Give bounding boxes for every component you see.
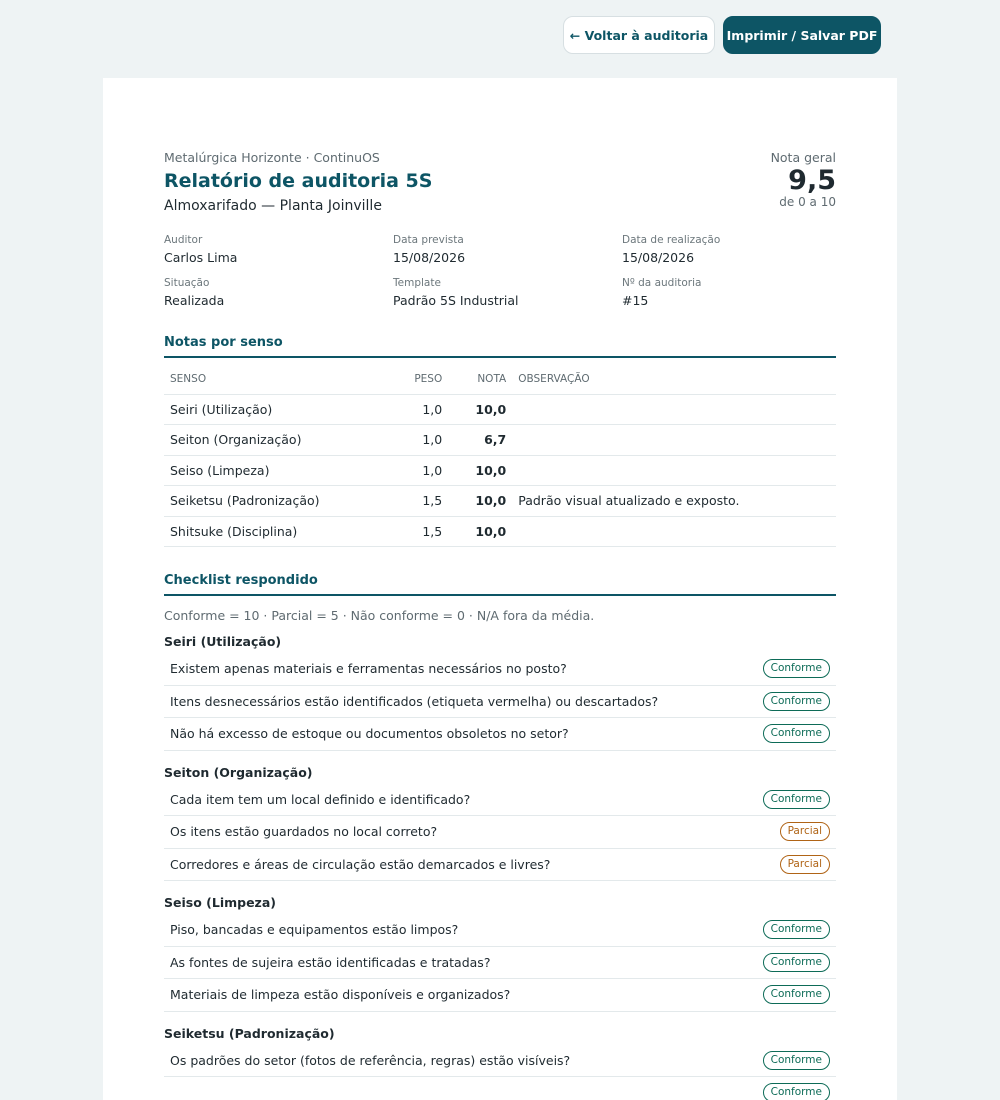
checklist-group-seiri xyxy=(164,631,836,751)
senso-cell: Seiton (Organização) xyxy=(164,425,388,456)
table-row xyxy=(164,516,836,547)
senso-cell: Seiso (Limpeza) xyxy=(164,455,388,486)
scores-section-title: Notas por senso xyxy=(164,335,836,358)
checklist-legend: Conforme = 10 · Parcial = 5 · Não conforme = 0 · N/A fora da média. xyxy=(164,608,595,623)
group-title: Seiketsu (Padronização) xyxy=(164,1025,335,1041)
back-to-audit-button[interactable]: ← Voltar à auditoria xyxy=(563,16,715,54)
list-item xyxy=(164,816,836,849)
status-badge: Conforme xyxy=(763,692,830,711)
question-text: Existem apenas materiais e ferramentas necessários no posto? xyxy=(170,661,567,677)
checklist-group-seiketsu xyxy=(164,1023,836,1100)
meta-value: 15/08/2026 xyxy=(622,250,695,265)
meta-planned-date xyxy=(393,234,622,265)
overall-score-range: de 0 a 10 xyxy=(779,195,836,209)
col-observacao: OBSERVAÇÃO xyxy=(512,364,836,394)
question-text: Materiais de limpeza estão disponíveis e organizados? xyxy=(170,987,511,1003)
report-title: Relatório de auditoria 5S xyxy=(164,170,433,192)
nota-cell: 10,0 xyxy=(448,516,512,547)
peso-cell: 1,5 xyxy=(388,516,448,547)
meta-audit-number xyxy=(622,277,836,308)
peso-cell: 1,0 xyxy=(388,394,448,425)
senso-cell: Shitsuke (Disciplina) xyxy=(164,516,388,547)
obs-cell xyxy=(512,516,836,547)
meta-status xyxy=(164,277,393,308)
list-item xyxy=(164,849,836,882)
meta-value: 15/08/2026 xyxy=(393,250,466,265)
table-row xyxy=(164,394,836,425)
peso-cell: 1,5 xyxy=(388,486,448,517)
table-row xyxy=(164,486,836,517)
table-row xyxy=(164,425,836,456)
list-item xyxy=(164,1045,836,1078)
list-item xyxy=(164,686,836,719)
meta-label: Auditor xyxy=(164,234,203,246)
senso-cell: Seiri (Utilização) xyxy=(164,394,388,425)
question-text: Os padrões do setor (fotos de referência, regras) estão visíveis? xyxy=(170,1052,571,1068)
meta-value: Padrão 5S Industrial xyxy=(393,293,519,308)
obs-cell xyxy=(512,455,836,486)
status-badge: Conforme xyxy=(763,953,830,972)
meta-label: Data prevista xyxy=(393,234,464,246)
status-badge: Conforme xyxy=(763,724,830,743)
nota-cell: 10,0 xyxy=(448,394,512,425)
col-peso: PESO xyxy=(388,364,448,394)
question-text: Itens desnecessários estão identificados (etiqueta vermelha) ou descartados? xyxy=(170,693,659,709)
meta-label: Situação xyxy=(164,277,210,289)
question-text: Os itens estão guardados no local correto? xyxy=(170,824,438,840)
meta-value: Carlos Lima xyxy=(164,250,238,265)
obs-cell xyxy=(512,425,836,456)
overall-score xyxy=(771,150,836,209)
col-nota: NOTA xyxy=(448,364,512,394)
meta-label: Data de realização xyxy=(622,234,721,246)
report-header xyxy=(164,150,836,228)
overall-score-label: Nota geral xyxy=(770,150,836,165)
meta-label: Template xyxy=(393,277,441,289)
status-badge: Conforme xyxy=(763,790,830,809)
list-item xyxy=(164,653,836,686)
nota-cell: 10,0 xyxy=(448,455,512,486)
nota-cell: 10,0 xyxy=(448,486,512,517)
print-pdf-button[interactable]: Imprimir / Salvar PDF xyxy=(723,16,881,54)
status-badge: Parcial xyxy=(780,822,830,841)
status-badge: Parcial xyxy=(780,855,830,874)
status-badge: Conforme xyxy=(763,659,830,678)
status-badge: Conforme xyxy=(763,1083,830,1100)
status-badge: Conforme xyxy=(763,985,830,1004)
group-title: Seiton (Organização) xyxy=(164,764,313,780)
list-item xyxy=(164,1077,836,1100)
report-sheet xyxy=(103,78,897,1100)
meta-auditor xyxy=(164,234,393,265)
organization-name: Metalúrgica Horizonte · ContinuOS xyxy=(164,150,380,165)
meta-label: Nº da auditoria xyxy=(622,277,702,289)
status-badge: Conforme xyxy=(763,920,830,939)
question-text: Cada item tem um local definido e identificado? xyxy=(170,791,471,807)
report-subtitle: Almoxarifado — Planta Joinville xyxy=(164,198,382,214)
peso-cell: 1,0 xyxy=(388,425,448,456)
table-row xyxy=(164,455,836,486)
status-badge: Conforme xyxy=(763,1051,830,1070)
toolbar xyxy=(563,16,881,54)
senso-cell: Seiketsu (Padronização) xyxy=(164,486,388,517)
list-item xyxy=(164,784,836,817)
group-title: Seiri (Utilização) xyxy=(164,634,282,649)
meta-completion-date xyxy=(622,234,836,265)
meta-value: Realizada xyxy=(164,293,225,308)
list-item xyxy=(164,914,836,947)
question-text: Piso, bancadas e equipamentos estão limpos? xyxy=(170,922,459,938)
nota-cell: 6,7 xyxy=(448,425,512,456)
audit-meta xyxy=(164,234,836,308)
question-text: As fontes de sujeira estão identificadas e tratadas? xyxy=(170,954,491,970)
meta-template xyxy=(393,277,622,308)
overall-score-value: 9,5 xyxy=(788,165,836,196)
question-text: Corredores e áreas de circulação estão demarcados e livres? xyxy=(170,856,551,872)
list-item xyxy=(164,718,836,751)
list-item xyxy=(164,947,836,980)
checklist-group-seiso xyxy=(164,892,836,1012)
scores-table xyxy=(164,364,836,547)
question-text: Não há excesso de estoque ou documentos obsoletos no setor? xyxy=(170,726,569,742)
obs-cell xyxy=(512,394,836,425)
scores-header-row xyxy=(164,364,836,394)
col-senso: SENSO xyxy=(164,364,388,394)
obs-cell: Padrão visual atualizado e exposto. xyxy=(512,486,836,517)
meta-value: #15 xyxy=(622,293,649,308)
peso-cell: 1,0 xyxy=(388,455,448,486)
group-title: Seiso (Limpeza) xyxy=(164,895,276,910)
checklist-group-seiton xyxy=(164,762,836,882)
checklist-section-title: Checklist respondido xyxy=(164,573,836,596)
list-item xyxy=(164,979,836,1012)
